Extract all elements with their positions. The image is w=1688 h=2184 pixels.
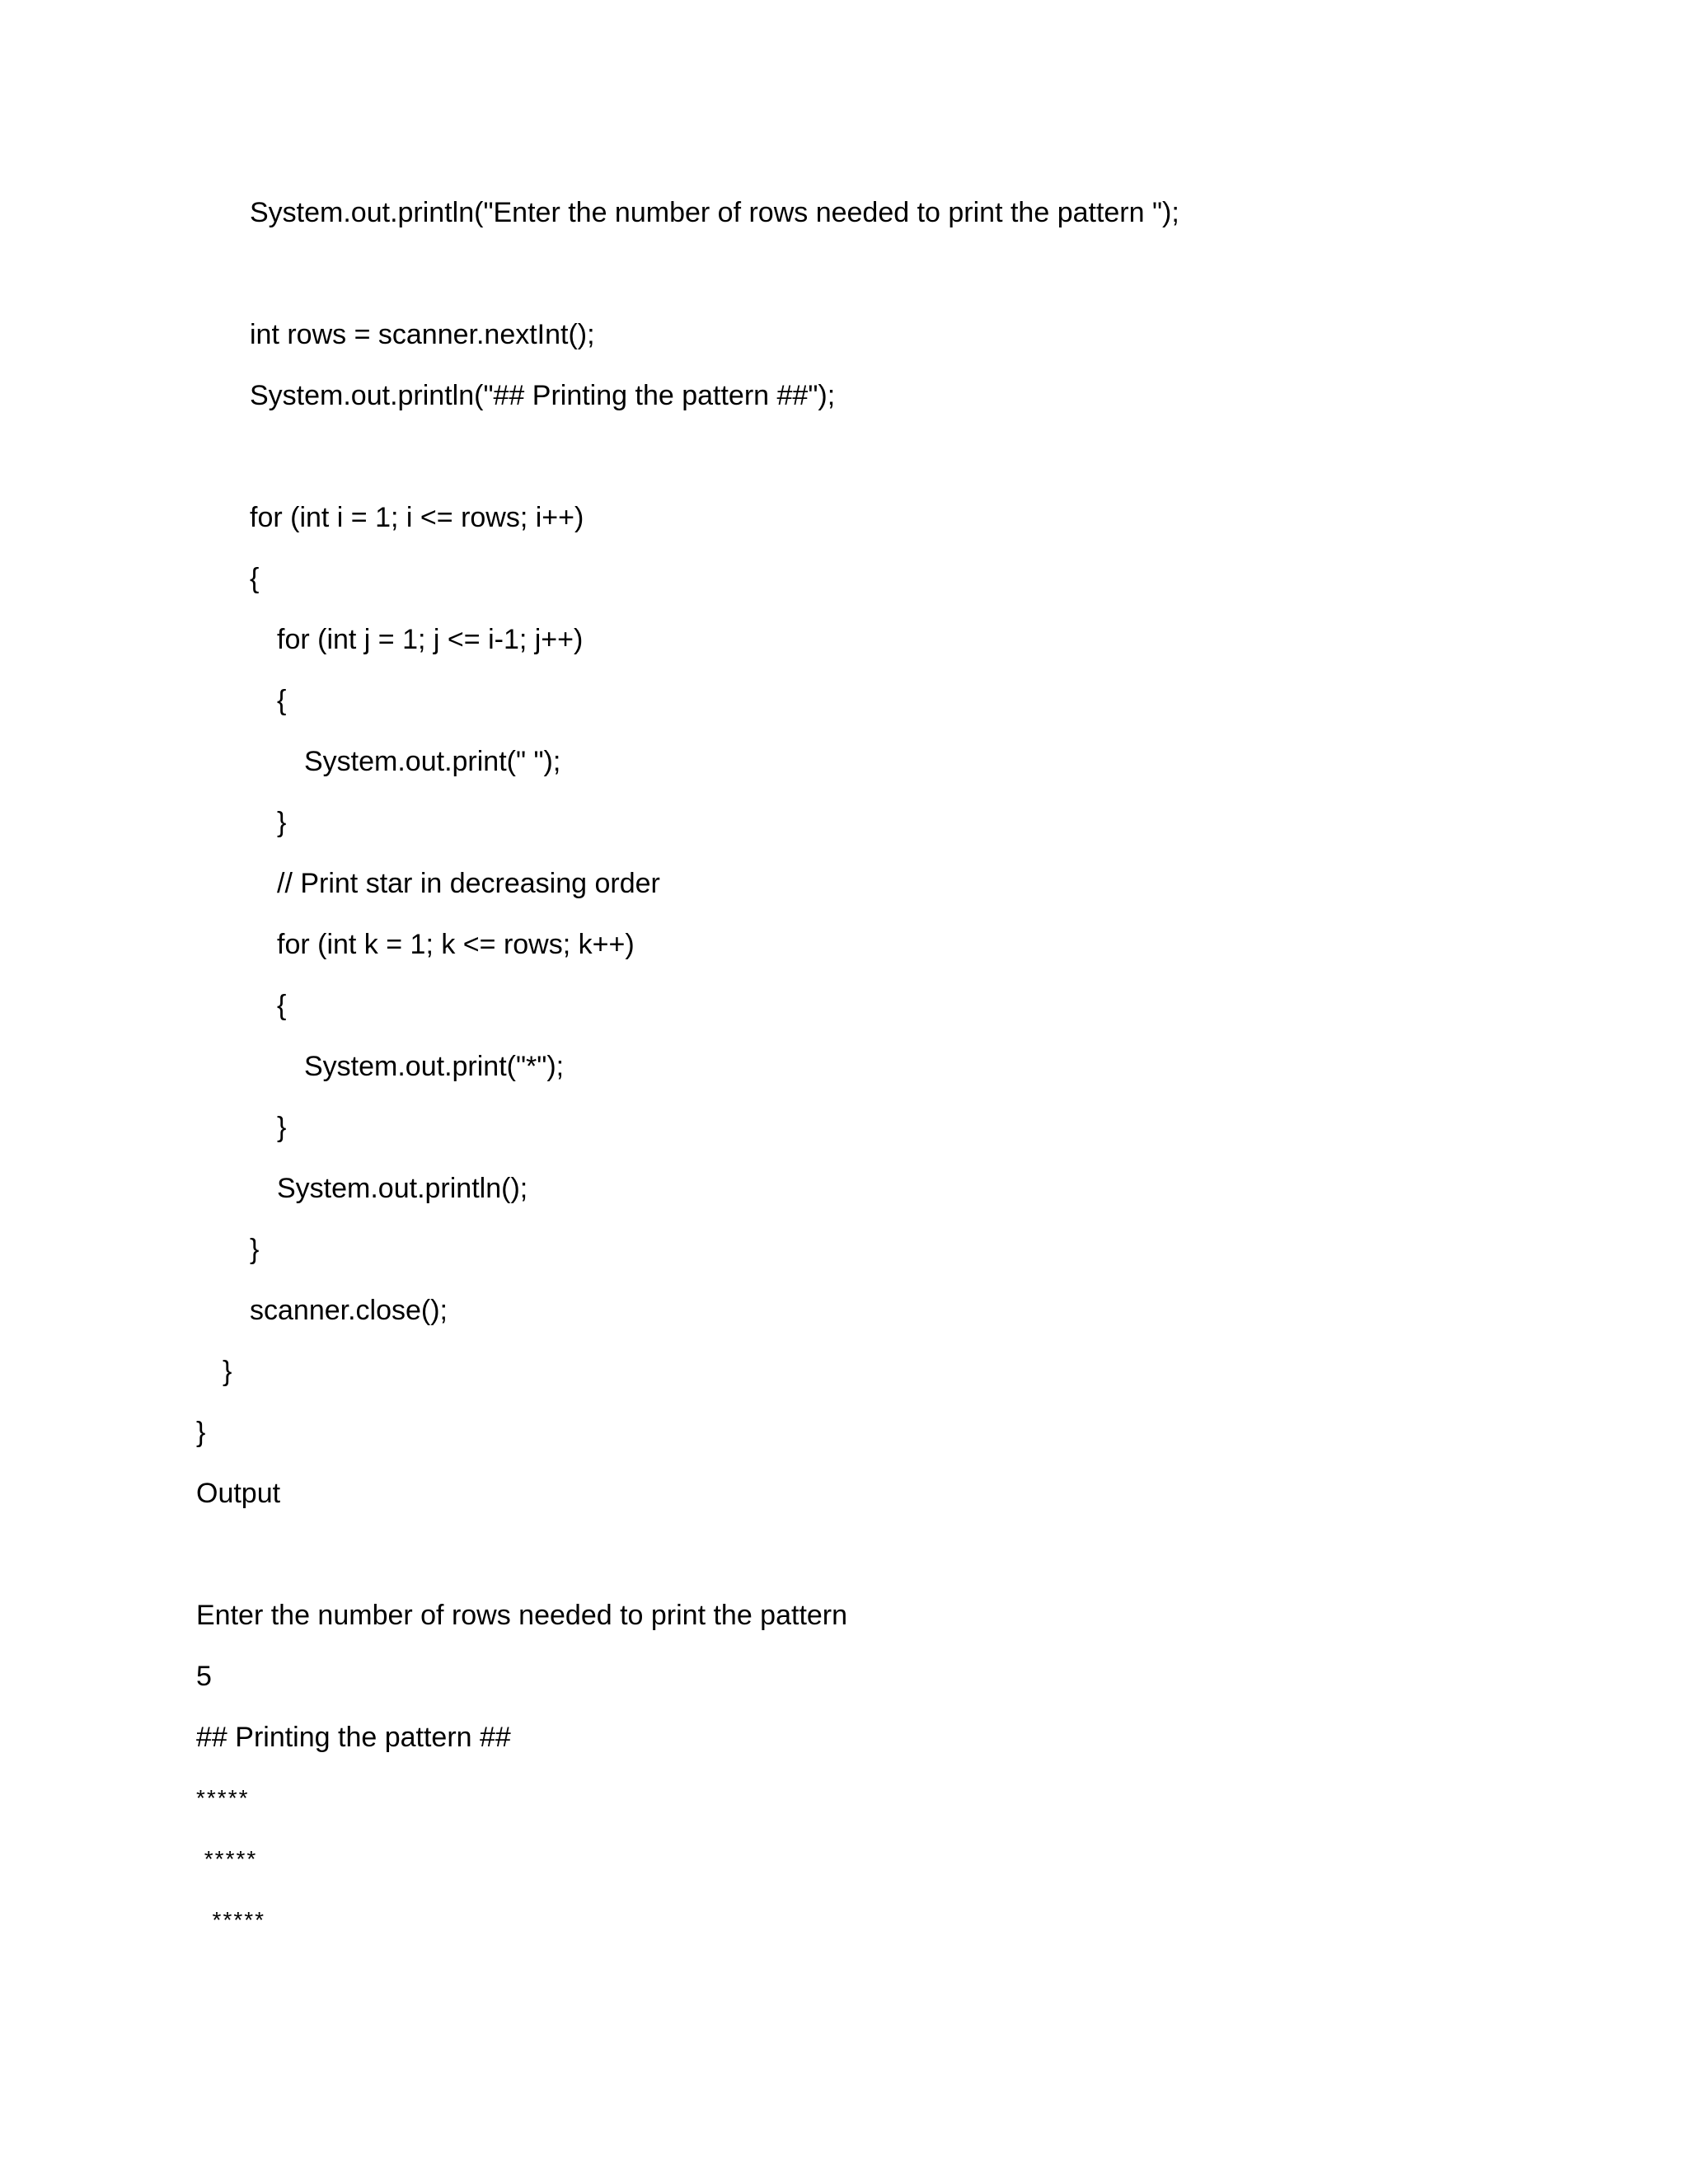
code-line-println-prompt: System.out.println("Enter the number of rows needed to print the pattern ");: [250, 197, 1179, 228]
code-line-print-star: System.out.print("*");: [304, 1051, 565, 1082]
code-line-close-brace-j: }: [277, 807, 287, 838]
output-star-row: *****: [196, 1785, 250, 1811]
output-heading: Output: [196, 1478, 281, 1509]
code-line-println-header: System.out.println("## Printing the pattern ##");: [250, 380, 836, 411]
code-line-println-empty: System.out.println();: [277, 1173, 528, 1204]
code-line-comment: // Print star in decreasing order: [277, 868, 660, 899]
code-line-open-brace-i: {: [250, 563, 260, 594]
code-line-close-brace-method: }: [223, 1356, 232, 1387]
code-line-for-k: for (int k = 1; k <= rows; k++): [277, 929, 635, 960]
code-line-close-brace-k: }: [277, 1112, 287, 1143]
code-line-close-brace-i: }: [250, 1234, 260, 1265]
output-header-line: ## Printing the pattern ##: [196, 1722, 511, 1753]
code-line-open-brace-j: {: [277, 685, 287, 716]
code-line-int-rows: int rows = scanner.nextInt();: [250, 319, 595, 350]
code-line-scanner-close: scanner.close();: [250, 1295, 448, 1326]
output-input-value: 5: [196, 1661, 212, 1692]
output-prompt-line: Enter the number of rows needed to print the pattern: [196, 1600, 848, 1631]
code-line-open-brace-k: {: [277, 990, 287, 1021]
code-line-for-j: for (int j = 1; j <= i-1; j++): [277, 624, 584, 655]
output-star-row: *****: [196, 1907, 266, 1933]
code-line-close-brace-class: }: [196, 1417, 206, 1448]
output-star-row: *****: [196, 1846, 258, 1872]
code-line-for-i: for (int i = 1; i <= rows; i++): [250, 502, 584, 533]
code-line-print-space: System.out.print(" ");: [304, 746, 561, 777]
